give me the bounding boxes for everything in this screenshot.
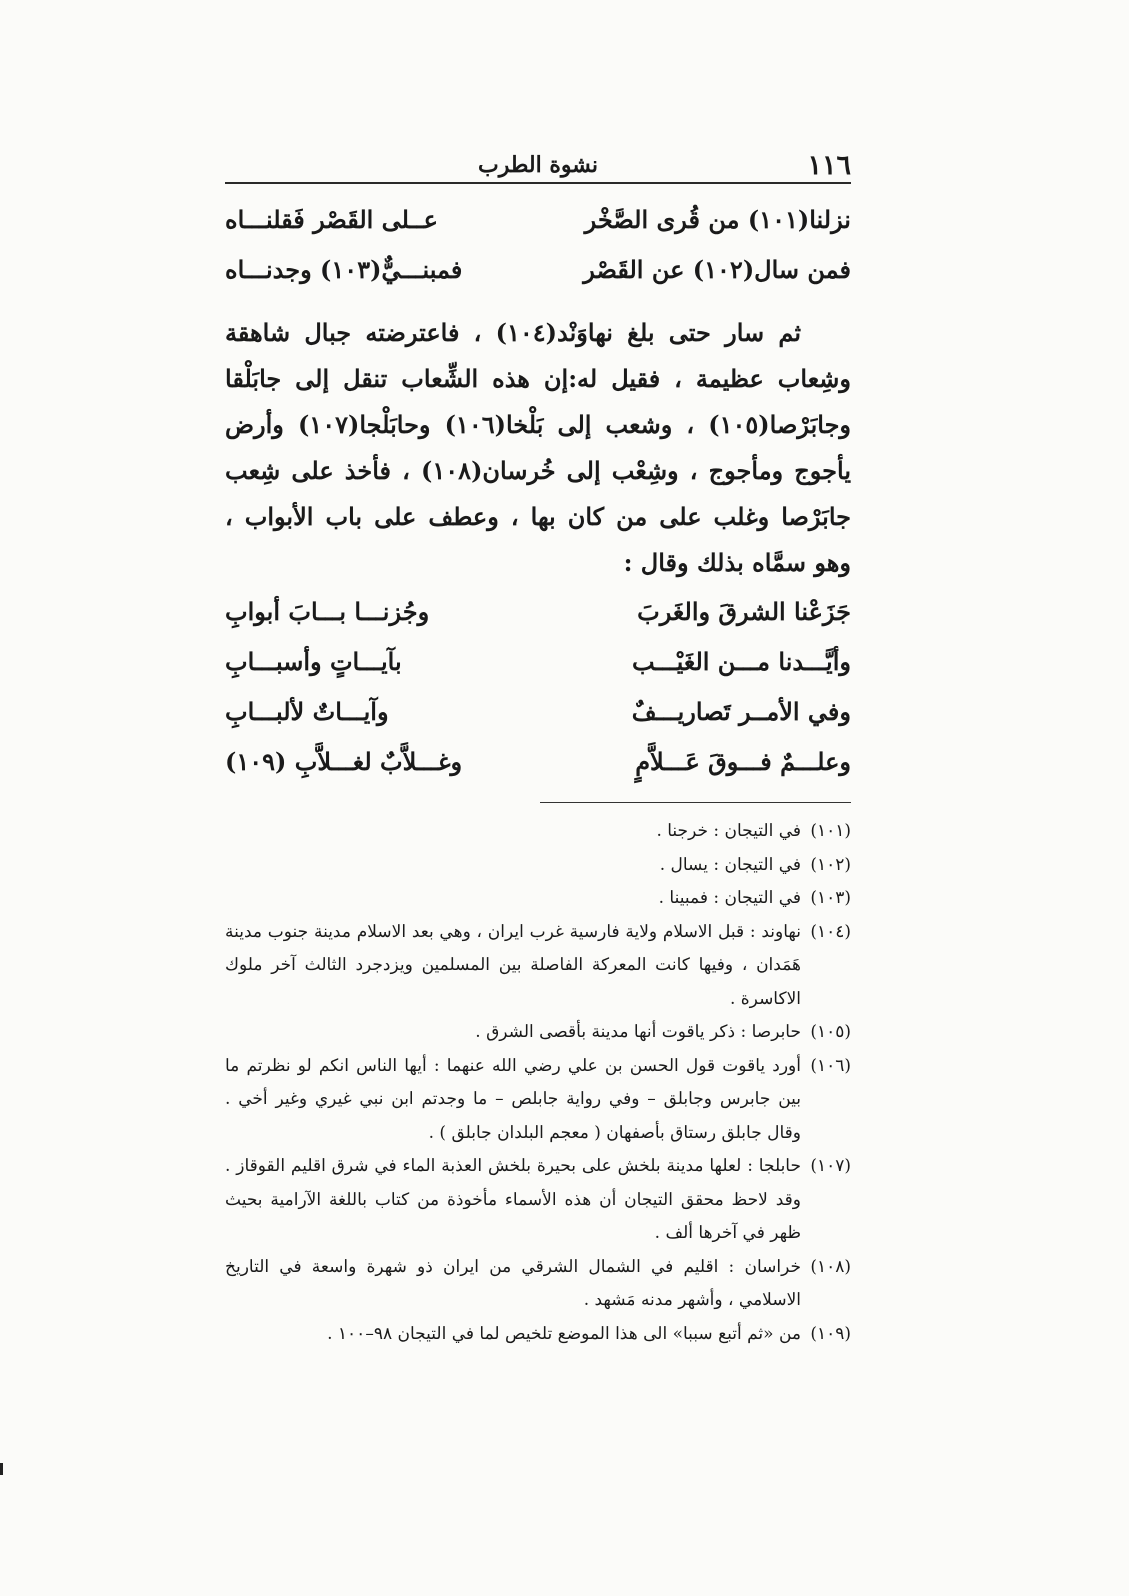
- footnote-number: (١٠٤): [810, 921, 851, 942]
- verse-hemistich-second: وآيـــاتٌ لألبـــابِ: [225, 697, 389, 726]
- footnote-text: في التيجان : خرجنا .: [656, 821, 801, 841]
- footnote: [225, 1318, 851, 1352]
- verse-line: [225, 647, 851, 697]
- paragraph-text: ثم سار حتى بلغ نهاوَنْد(١٠٤) ، فاعترضته جبال شاهقة وشِعاب عظيمة ، فقيل له:إن هذه الشِّعاب تنقل إلى جابَلْقا وجابَرْصا(١٠٥) ، وشعب إلى بَلْخا(١٠٦) وحابَلْجا(١٠٧) وأرض يأجوج ومأجوج ، وشِعْب إلى خُرسان(١٠٨) ، فأخذ على شِعب جابَرْصا وغلب على من كان بها ، وعطف على باب الأبواب ، وهو سمَّاه بذلك وقال :: [225, 318, 851, 577]
- footnote-text: في التيجان : يسال .: [659, 854, 801, 875]
- verse-hemistich-first: فمن سال(١٠٢) عن القَصْر: [583, 255, 851, 284]
- footnote-number: (١٠٩): [810, 1323, 851, 1344]
- footnotes: [225, 815, 851, 1351]
- verse-hemistich-second: وغـــلاَّبٌ لغـــلاَّبِ (١٠٩): [225, 747, 463, 776]
- body-paragraph: [225, 310, 851, 586]
- footnote-number: (١٠٨): [810, 1256, 851, 1277]
- footnote: [225, 1050, 851, 1151]
- verse-line: [225, 597, 851, 647]
- footnote-number: (١٠٦): [810, 1055, 851, 1076]
- verse-hemistich-first: وفي الأمــر تَصاريـــفٌ: [631, 697, 851, 726]
- footnote: [225, 1150, 851, 1251]
- footnote-text: من «ثم أتبع سببا» الى هذا الموضع تلخيص لما في التيجان ٩٨–١٠٠ .: [327, 1323, 801, 1344]
- footnote-text: نهاوند : قبل الاسلام ولاية فارسية غرب ايران ، وهي بعد الاسلام مدينة جنوب مدينة هَمَدان ، وفيها كانت المعركة الفاصلة بين المسلمين ويزدجرد الثالث آخر ملوك الاكاسرة .: [225, 921, 801, 1009]
- verse-line: [225, 747, 851, 797]
- footnote: [225, 815, 851, 849]
- footnotes-rule: [540, 802, 851, 803]
- footnote: [225, 849, 851, 883]
- footnote: [225, 1016, 851, 1050]
- verse-hemistich-second: عــلى القَصْر فَقلنـــاه: [225, 205, 438, 234]
- footnote-text: حابلجا : لعلها مدينة بلخش على بحيرة بلخش العذبة الماء في شرق اقليم القوقاز . وقد لاحظ محقق التيجان أن هذه الأسماء مأخوذة من كتاب باللغة الآرامية بحيث ظهر في آخرها ألف .: [225, 1156, 801, 1243]
- verse-line: [225, 205, 851, 255]
- footnote-number: (١٠٢): [810, 854, 851, 875]
- verse-hemistich-second: وجُزنـــا بـــابَ أبوابِ: [225, 597, 430, 626]
- running-title: نشوة الطرب: [477, 152, 598, 178]
- verse-hemistich-first: وعلـــمٌ فـــوقَ عَـــلاَّمٍ: [635, 747, 851, 776]
- page-number: ١١٦: [807, 150, 851, 181]
- footnote: [225, 1251, 851, 1318]
- header-rule: [225, 182, 851, 184]
- verse-hemistich-second: بآيـــاتٍ وأسبـــابِ: [225, 647, 402, 676]
- verse-line: [225, 697, 851, 747]
- verse-hemistich-first: وأيَّـــدنا مـــن الغَيْـــب: [631, 647, 851, 676]
- footnote-text: خراسان : اقليم في الشمال الشرقي من ايران ذو شهرة واسعة في التاريخ الاسلامي ، وأشهر مدنه مَشهد .: [225, 1256, 801, 1310]
- verse-hemistich-second: فمبنـــيٌّ(١٠٣) وجدنـــاه: [225, 255, 463, 284]
- footnote-text: حابرصا : ذكر ياقوت أنها مدينة بأقصى الشرق .: [475, 1022, 801, 1042]
- footnote-number: (١٠٣): [810, 888, 851, 908]
- verse-hemistich-first: نزلنا(١٠١) من قُرى الصَّخْر: [584, 205, 851, 234]
- verse-hemistich-first: جَزَعْنا الشرقَ والغَربَ: [637, 597, 851, 626]
- footnote-text: أورد ياقوت قول الحسن بن علي رضي الله عنهما : أيها الناس انكم لو نظرتم ما بين جابرس وجابلق – وفي رواية جابلص – ما وجدتم ابن نبي غيري وغير أخي . وقال جابلق رستاق بأصفهان ( معجم البلدان جابلق ) .: [225, 1055, 801, 1143]
- footnote: [225, 882, 851, 916]
- footnote-text: في التيجان : فمبينا .: [658, 888, 801, 908]
- scan-edge-mark: [0, 1463, 3, 1475]
- footnote-number: (١٠١): [810, 821, 851, 841]
- verse-line: [225, 255, 851, 305]
- page-header: [225, 150, 851, 186]
- footnote-number: (١٠٥): [810, 1022, 851, 1042]
- footnote: [225, 916, 851, 1017]
- footnote-number: (١٠٧): [810, 1156, 851, 1176]
